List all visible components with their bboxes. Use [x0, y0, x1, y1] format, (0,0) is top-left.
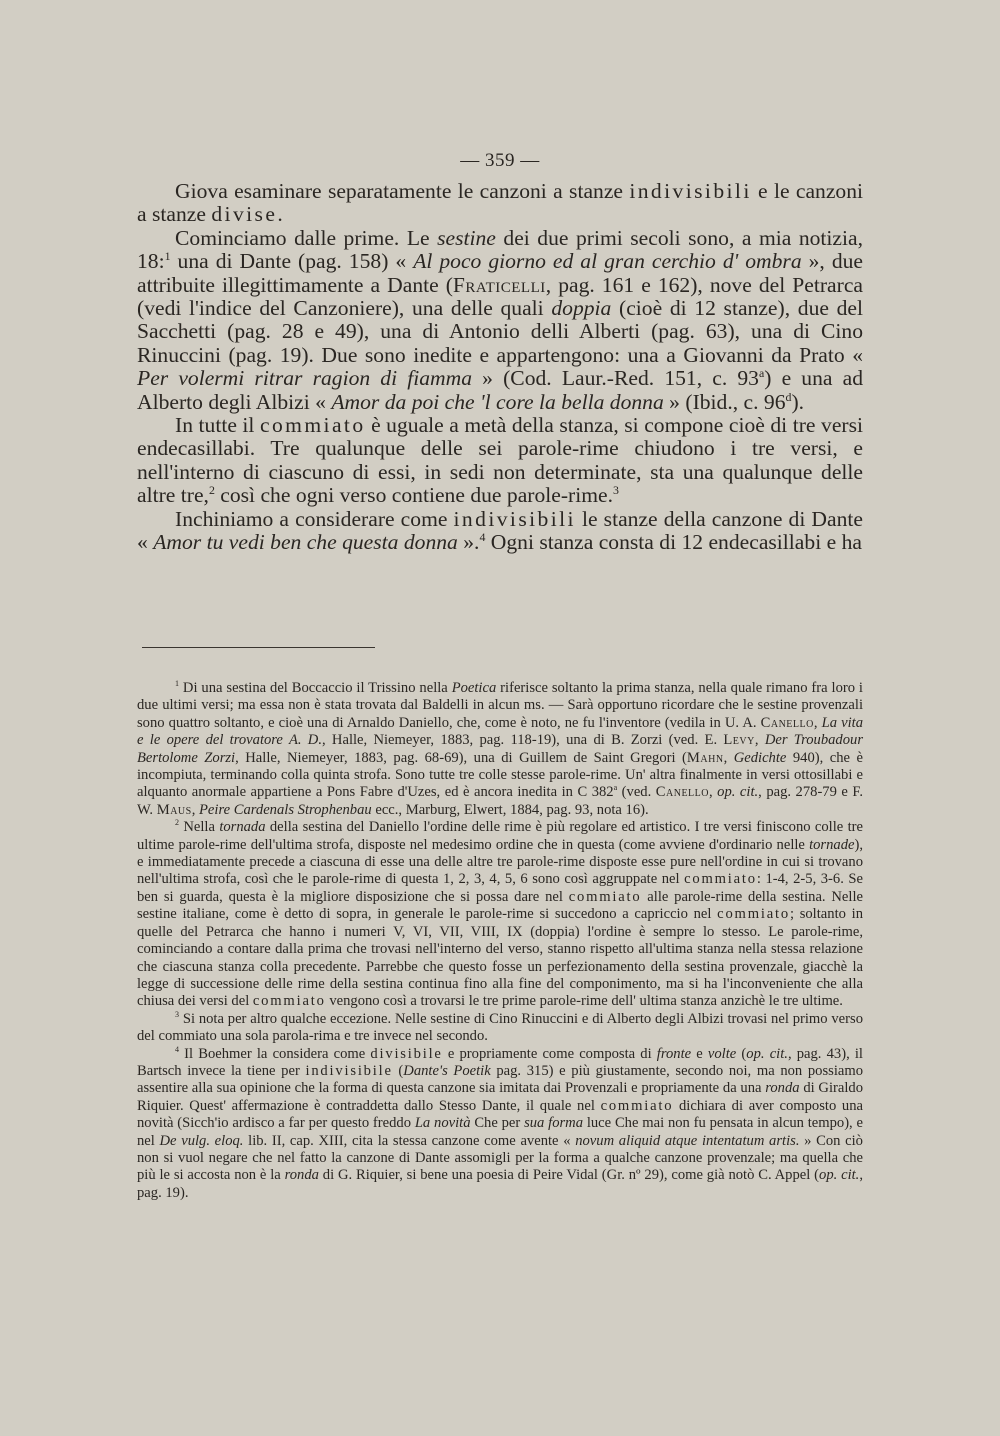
footnote-number: 3 [175, 1009, 180, 1019]
spaced-term: commiato [252, 993, 326, 1010]
text-run: , pag. 43), il Bartsch invece la tiene per [137, 1045, 863, 1079]
text-run: Ogni stanza consta di 12 endecasillabi e ha [485, 530, 862, 555]
italic-title: Amor da poi che 'l core la bella donna [331, 389, 664, 414]
italic-title: Amor tu vedi ben che questa donna [153, 530, 458, 555]
text-run: , pag. 278-79 e F. W. [137, 784, 863, 818]
superscript: a [613, 783, 618, 793]
superscript: d [785, 389, 792, 404]
footnotes [137, 680, 863, 1202]
footnote-ref[interactable]: 1 [164, 249, 171, 264]
footnote-4 [137, 1046, 863, 1203]
text-run: , [709, 784, 718, 801]
italic-term: op. cit. [746, 1045, 788, 1062]
spaced-term: divise [211, 202, 278, 227]
text-run: ; soltanto in quelle del Petrarca che hanno i numeri V, VI, VII, VIII, IX (doppia) l'ordine è sempre lo stesso. Le parole-rime, cominciando a contare dalla prima che trovasi nell'interno del verso, stanno rispetto all'ultima stanza nella stessa relazione che ciascuna stanza colla precedente. Parrebbe che questo fosse un perfezionamento della sestina provenzale, giacchè la legge di successione delle rime della sestina continua fino alla fine del componimento, ma si ha l'inconveniente che alla chiusa dei versi del [137, 906, 863, 1010]
italic-term: fronte [656, 1045, 692, 1062]
author-name: Canello [655, 784, 709, 801]
paragraph-4 [137, 508, 863, 555]
italic-title: Der Troubadour Bertolome Zorzi [137, 732, 864, 766]
paragraph-3 [137, 414, 863, 508]
text-run: lib. II, cap. XIII, cita la stessa canzone come avente « [243, 1132, 576, 1149]
text-run: , [754, 732, 765, 749]
italic-quote: novum aliquid atque intentatum artis. [575, 1132, 800, 1149]
text-run: Nella [179, 819, 220, 836]
italic-title: Gedichte [733, 749, 787, 766]
text-run: (cioè di 12 stanze), due del Sacchetti (pag. 28 e 49), una di Antonio delli Alberti (pag. 63), una di Cino Rinuccini (pag. 19). Due sono inedite e appartengono: una a Giovanni da Prato « [137, 296, 864, 367]
author-name: Maus [156, 801, 192, 818]
author-name: Levy [723, 732, 755, 749]
italic-title: Al poco giorno ed al gran cerchio d' ombra [413, 249, 802, 274]
text-run: riferisce soltanto la prima stanza, nella quale rimano fra loro i due ultimi versi; ma essa non è stata trovata dal Baldelli in alcun ms. — Sarà opportuno ricordare che le sestine provenzali sono quattro soltanto, e cioè una di Arnaldo Daniello, che, come è noto, ne fu l'inventore (vedila in U. A. [137, 680, 863, 731]
footnote-3 [137, 1011, 863, 1046]
italic-term: tornada [219, 819, 266, 836]
text-run: , pag. 19). [137, 1167, 863, 1201]
spaced-term: commiato [568, 888, 642, 905]
text-run: , pag. 161 e 162), nove del Petrarca (vedi l'indice del Canzoniere), una delle quali [137, 272, 863, 321]
italic-title: De vulg. eloq. [159, 1132, 244, 1149]
text-run: alle parole-rime della sestina. Nelle sestine italiane, come è detto di sopra, in generale le parole-rime si succedono a capriccio nel [137, 888, 863, 923]
text-run: ). [791, 389, 805, 414]
text-run: vengono così a trovarsi le tre prime parole-rime dell' ultima stanza anzichè le tre ultime. [325, 993, 843, 1010]
text-run: dichiara di aver composto una novità (Sicch'io ardisco a far per questo freddo [137, 1097, 863, 1132]
text-run: » Con ciò non si vuol negare che nel fatto la canzone di Dante assomigli per la forma a qualche canzone provenzale; ma quella che più le si accosta non è la [137, 1132, 863, 1184]
italic-quote: La novità [414, 1115, 471, 1132]
text-run: dei due primi secoli sono, a mia notizia, 18: [137, 225, 863, 274]
text-run: Che per [470, 1115, 525, 1132]
text-run: così che ogni verso contiene due parole-rime. [214, 483, 614, 508]
italic-term: ronda [765, 1080, 800, 1097]
italic-term: op. cit. [819, 1167, 860, 1184]
text-run: di G. Riquier, si bene una poesia di Peire Vidal (Gr. nº 29), come già notò C. Appel ( [318, 1167, 820, 1184]
spaced-term: indivisibile [305, 1062, 393, 1079]
italic-term: op. cit. [717, 784, 759, 801]
text-run: , Halle, Niemeyer, 1883, pag. 68-69), una di Guillem de Saint Gregori ( [235, 749, 687, 766]
text-run: In tutte il [175, 413, 260, 438]
text-run: , [723, 749, 734, 766]
paragraph-1 [137, 180, 863, 227]
text-run: Il Boehmer la considera come [179, 1045, 371, 1062]
text-run: e le canzoni a stanze [137, 179, 864, 227]
text-run: pag. 315) e più giustamente, secondo noi, ma non possiamo assentire alla sua opinione che la forma di questa canzone sia imitata dai Provenzali e propriamente da una [137, 1062, 864, 1097]
author-name: Mahn [686, 749, 724, 766]
text-run: , Halle, Niemeyer, 1883, pag. 118-19), una di B. Zorzi (ved. E. [321, 732, 724, 749]
footnote-number: 1 [175, 679, 180, 689]
text-run: ». [457, 530, 480, 555]
footnote-1 [137, 680, 863, 819]
spaced-term: commiato [600, 1097, 674, 1114]
text-run: e [691, 1045, 708, 1062]
spaced-term: indivisibili [453, 506, 576, 531]
text-run: Giova esaminare separatamente le canzoni a stanze [175, 179, 630, 203]
text-run: della sestina del Daniello l'ordine delle rime è più regolare ed artistico. I tre versi finiscono colle tre ultime parole-rime dell'ultima strofa, disposte nel medesimo ordine che in questa (come avviene d'ordinario nelle [137, 819, 863, 853]
text-run: Di una sestina del Boccaccio il Trissino nella [179, 680, 452, 696]
spaced-term: commiato [684, 871, 757, 888]
text-run: , [813, 714, 822, 731]
footnote-number: 4 [175, 1044, 180, 1054]
footnote-ref[interactable]: 2 [208, 483, 215, 498]
author-name: Fraticelli [452, 272, 546, 297]
text-run: e propriamente come composta di [442, 1045, 657, 1062]
spaced-term: commiato [717, 906, 790, 923]
italic-term: ronda [284, 1167, 319, 1184]
italic-title: Per volermi ritrar ragion di fiamma [137, 366, 473, 391]
text-run: luce Che mai non fu pensata in alcun tempo), e nel [137, 1115, 863, 1149]
italic-quote: sua forma [524, 1115, 584, 1132]
text-run: Si nota per altro qualche eccezione. Nelle sestine di Cino Rinuccini e di Alberto degli Albizi trovasi nel primo verso del commiato una sola parola-rima e tre invece nel secondo. [137, 1010, 863, 1045]
text-run: ( [736, 1045, 747, 1062]
text-run: » (Ibid., c. 96 [663, 389, 786, 414]
italic-term: tornade [809, 836, 855, 853]
page-number: — 359 — [460, 150, 540, 171]
spaced-term: commiato [259, 413, 366, 438]
italic-title: Poetica [451, 680, 497, 696]
italic-title: Dante's Poetik [403, 1062, 491, 1079]
text-run: Cominciamo dalle prime. Le [175, 225, 438, 250]
text-run: ( [392, 1062, 404, 1079]
text-run: è uguale a metà della stanza, si compone cioè di tre versi endecasillabi. Tre qualunque delle sei parole-rime chiudono i tre versi, e nell'interno di ciascuno di essi, in sedi non determinate, sta una qualunque delle altre tre, [137, 413, 863, 508]
text-run: di Giraldo Riquier. Quest' affermazione è contraddetta dallo Stesso Dante, il quale nel [137, 1080, 864, 1114]
footnote-divider [142, 647, 375, 648]
text-run: : 1-4, 2-5, 3-6. Se ben si guarda, questa è la migliore disposizione che si possa dare nel [137, 871, 863, 905]
text-run: Inchiniamo a considerare come [175, 506, 454, 531]
spaced-term: indivisibili [629, 179, 752, 203]
author-name: Canello [760, 714, 814, 731]
text-run: ), e immediatamente precede a ciascuna di esse una delle altre tre parole-rime disposte esse pure nell'ordine in cui si trovano nell'ultima strofa, così che le parole-rime di questa 1, 2, 3, 4, 5, 6 sono così aggruppate nel [137, 836, 863, 888]
italic-term: sestine [437, 225, 496, 250]
text-run: una di Dante (pag. 158) « [170, 249, 414, 274]
text-run: (ved. [617, 784, 656, 801]
text-run: », due attribuite illegittimamente a Dante ( [137, 249, 864, 297]
superscript: a [758, 366, 765, 381]
text-run: le stanze della canzone di Dante « [137, 506, 863, 555]
footnote-2 [137, 819, 863, 1010]
footnote-ref[interactable]: 3 [613, 483, 619, 498]
text-run: ) e una ad Alberto degli Albizi « [137, 366, 864, 414]
spaced-term: divisibile [370, 1045, 443, 1062]
footnote-number: 2 [175, 818, 180, 828]
italic-title: La vita e le opere del trovatore A. D. [137, 714, 863, 749]
text-run: , [191, 801, 200, 818]
italic-term: volte [707, 1045, 737, 1062]
text-run: ecc., Marburg, Elwert, 1884, pag. 93, nota 16). [371, 801, 649, 818]
italic-term: doppia [551, 296, 612, 321]
main-text [137, 180, 863, 555]
footnote-ref[interactable]: 4 [479, 529, 486, 544]
italic-title: Peire Cardenals Strophenbau [199, 801, 372, 818]
text-run: » (Cod. Laur.-Red. 151, c. 93 [472, 366, 759, 391]
text-run: . [277, 202, 283, 227]
paragraph-2 [137, 227, 863, 414]
text-run: 940), che è incompiuta, terminando colla quinta strofa. Sono tutte tre colle stesse parole-rime. Un' altra finalmente in versi ottosillabi e alquanto anormale appartiene a Pons Fabre d'Uzes, ed è ancora inedita in C 382 [137, 749, 863, 801]
